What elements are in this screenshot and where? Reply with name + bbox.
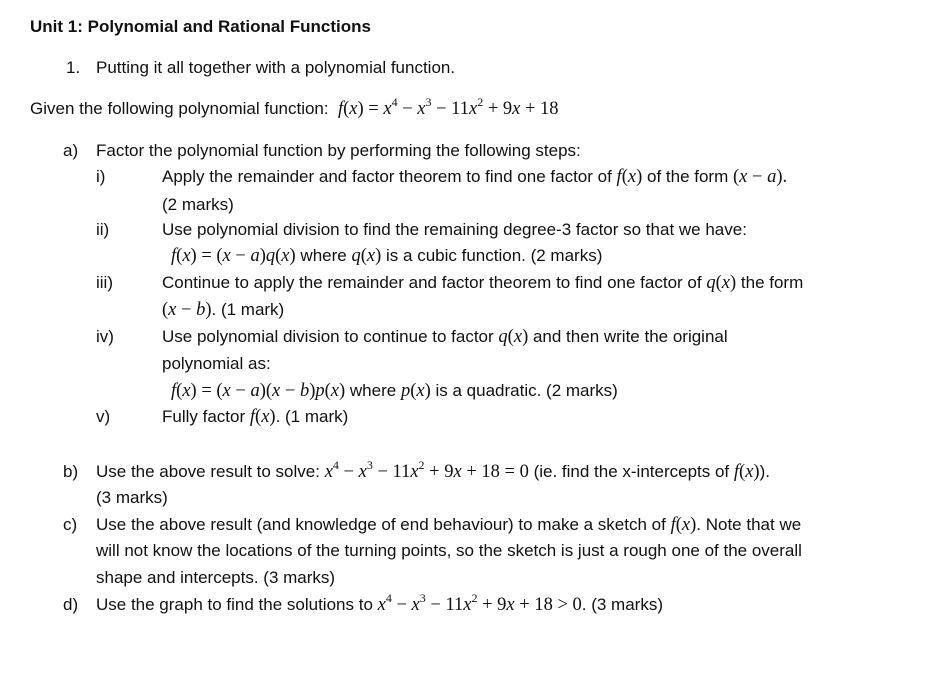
step-v-text1: Fully factor bbox=[162, 407, 246, 426]
step-ii-qx: q(x) bbox=[351, 246, 382, 266]
step-iv-px: p(x) bbox=[400, 381, 431, 401]
part-c-fx: f(x) bbox=[670, 515, 697, 535]
part-b-text1: Use the above result to solve: bbox=[96, 462, 320, 481]
step-iii-line2 bbox=[162, 299, 284, 321]
part-c-text1: Use the above result (and knowledge of end behaviour) to make a sketch of bbox=[96, 515, 666, 534]
step-iii-factor: (x − b) bbox=[162, 300, 212, 320]
part-b-marks: (3 marks) bbox=[96, 488, 168, 507]
step-ii-equation: f(x) = (x − a)q(x) bbox=[171, 246, 296, 266]
step-iv-text3: polynomial as: bbox=[162, 354, 271, 373]
step-iv-line1 bbox=[162, 326, 728, 348]
part-d-line1 bbox=[96, 590, 663, 616]
step-iii-line1 bbox=[162, 272, 803, 294]
part-c-label: c) bbox=[63, 515, 78, 534]
step-ii-text2: where bbox=[300, 246, 347, 265]
part-a-label: a) bbox=[63, 141, 79, 160]
step-i-text1: Apply the remainder and factor theorem to find one factor of bbox=[162, 167, 612, 186]
step-i-fx: f(x) bbox=[616, 167, 643, 187]
step-i-label: i) bbox=[96, 167, 106, 186]
step-i-line1 bbox=[162, 166, 787, 188]
step-iii-text1: Continue to apply the remainder and factor theorem to find one factor of bbox=[162, 273, 702, 292]
part-c-line2: will not know the locations of the turning points, so the sketch is just a rough one of the overall bbox=[96, 541, 802, 560]
part-c-line1 bbox=[96, 514, 801, 536]
step-v-fx: f(x) bbox=[249, 407, 276, 427]
part-b-text2: (ie. find the x-intercepts of bbox=[533, 462, 730, 481]
step-iv-qx: q(x) bbox=[498, 327, 529, 347]
part-b-fx: f(x) bbox=[733, 462, 760, 482]
step-v-label: v) bbox=[96, 407, 111, 426]
part-b-line1 bbox=[96, 457, 770, 483]
step-i-text2: of the form bbox=[646, 167, 729, 186]
part-c-text2: . Note that we bbox=[696, 515, 802, 534]
part-c-line3: shape and intercepts. (3 marks) bbox=[96, 568, 336, 587]
part-d-inequality: $x^4 - x^3 - 11x^2 + 9x + 18 > 0$ bbox=[377, 590, 582, 615]
given-text: Given the following polynomial function: bbox=[30, 99, 329, 118]
unit-title: Unit 1: Polynomial and Rational Functions bbox=[30, 17, 371, 36]
part-d-label: d) bbox=[63, 595, 79, 614]
step-iii-qx: q(x) bbox=[706, 273, 737, 293]
question-number: 1. bbox=[66, 58, 81, 77]
step-iv-text4: where bbox=[349, 381, 397, 400]
step-iv-text5: is a quadratic. (2 marks) bbox=[435, 381, 618, 400]
step-iii-marks: . (1 mark) bbox=[211, 300, 285, 319]
given-equation: $f(x) = x^4 - x^3 - 11x^2 + 9x + 18$ bbox=[337, 94, 559, 119]
part-a-text: Factor the polynomial function by performing the following steps: bbox=[96, 141, 581, 160]
step-ii-text3: is a cubic function. (2 marks) bbox=[386, 246, 603, 265]
step-v-line1 bbox=[162, 406, 348, 428]
step-i-factor: (x − a). bbox=[732, 167, 788, 187]
step-i-marks: (2 marks) bbox=[162, 195, 234, 214]
step-v-marks: . (1 mark) bbox=[275, 407, 349, 426]
given-line bbox=[30, 94, 559, 120]
part-d-text1: Use the graph to find the solutions to bbox=[96, 595, 373, 614]
step-iii-label: iii) bbox=[96, 273, 113, 292]
step-ii-line2 bbox=[171, 245, 602, 267]
part-d-marks: . (3 marks) bbox=[581, 595, 663, 614]
question-text: Putting it all together with a polynomial function. bbox=[96, 58, 456, 77]
part-b-label: b) bbox=[63, 462, 79, 481]
step-ii-label: ii) bbox=[96, 220, 110, 239]
part-b-text3: ). bbox=[759, 462, 770, 481]
step-iv-equation: f(x) = (x − a)(x − b)p(x) bbox=[171, 381, 346, 401]
step-iii-text2: the form bbox=[740, 273, 804, 292]
part-b-equation: $x^4 - x^3 - 11x^2 + 9x + 18 = 0$ bbox=[324, 457, 529, 482]
step-iv-line3 bbox=[171, 380, 618, 402]
step-ii-text1: Use polynomial division to find the remaining degree-3 factor so that we have: bbox=[162, 220, 747, 239]
step-iv-text2: and then write the original bbox=[532, 327, 728, 346]
step-iv-label: iv) bbox=[96, 327, 114, 346]
step-iv-text1: Use polynomial division to continue to factor bbox=[162, 327, 494, 346]
